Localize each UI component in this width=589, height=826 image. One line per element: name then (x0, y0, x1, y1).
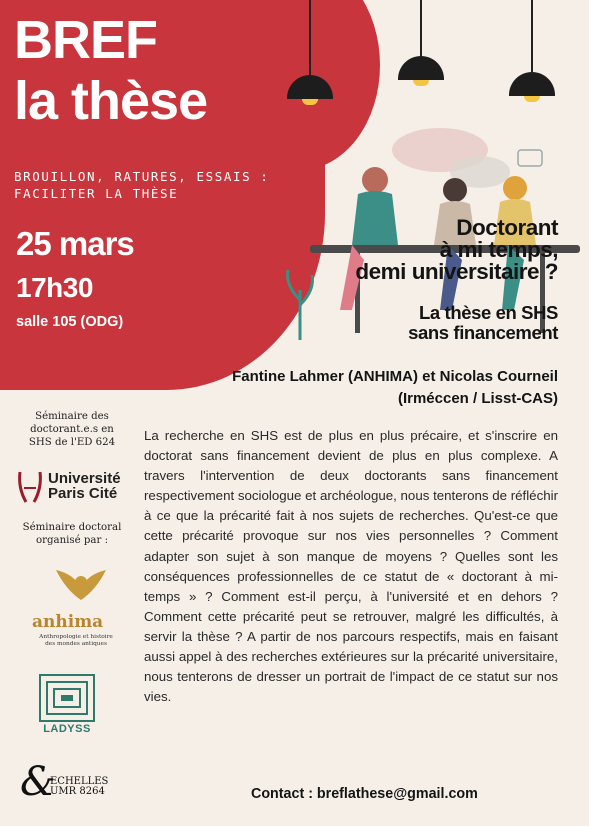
anhima-caption-line: Anthropologie et histoire (39, 634, 113, 640)
organized-text (12, 521, 132, 547)
anhima-emblem-icon (46, 560, 116, 608)
university-name-line: Paris Cité (48, 485, 118, 502)
talk-title-line: demi universitaire ? (355, 259, 558, 284)
anhima-caption (26, 634, 126, 648)
poster-title-line2: la thèse (14, 71, 208, 131)
talk-subtitle-line: sans financement (408, 322, 558, 343)
poster-title-line1: BREF (14, 10, 157, 70)
university-emblem-icon (16, 470, 44, 504)
subtitle-line: BROUILLON, RATURES, ESSAIS : (14, 169, 270, 184)
talk-title (355, 217, 558, 283)
universite-paris-cite-logo (16, 470, 136, 506)
seminar-text (12, 410, 132, 449)
subtitle-line: FACILITER LA THÈSE (14, 186, 179, 201)
speakers (128, 366, 558, 410)
event-date: 25 mars (16, 225, 134, 262)
seminar-text-line: SHS de l'ED 624 (28, 437, 116, 448)
anhima-caption-line: des mondes antiques (45, 641, 107, 647)
university-name-line: Université (48, 470, 121, 487)
ladyss-name: LADYSS (43, 723, 91, 735)
ampersand-icon: & (20, 759, 56, 805)
talk-title-line: à mi temps, (439, 237, 558, 262)
event-time: 17h30 (16, 272, 93, 303)
poster-subtitle (14, 168, 324, 202)
seminar-text-line: Séminaire des (35, 411, 109, 422)
talk-title-line: Doctorant (456, 215, 558, 240)
contact-email: Contact : breflathese@gmail.com (251, 786, 478, 802)
echelles-code: UMR 8264 (50, 786, 105, 797)
speakers-line: Fantine Lahmer (ANHIMA) et Nicolas Courneil (232, 368, 558, 385)
speakers-line: (Irméccen / Lisst-CAS) (397, 390, 558, 407)
anhima-logo (26, 560, 126, 660)
echelles-name: ECHELLES (50, 776, 109, 787)
talk-subtitle (408, 303, 558, 343)
echelles-logo (20, 759, 130, 805)
organized-text-line: organisé par : (35, 535, 109, 546)
organized-text-line: Séminaire doctoral (22, 522, 122, 533)
event-room: salle 105 (ODG) (16, 314, 124, 330)
talk-subtitle-line: La thèse en SHS (419, 302, 558, 323)
seminar-text-line: doctorant.e.s en (30, 424, 114, 435)
ladyss-logo (39, 674, 95, 738)
university-name (48, 471, 121, 501)
anhima-name: anhima (32, 612, 104, 632)
ladyss-maze-icon (39, 674, 95, 722)
description-paragraph: La recherche en SHS est de plus en plus précaire, et s'inscrire en doctorat sans financement devient de plus en plus complexe. A travers l'intervention de deux doctorants sans financement respectivement sociologue et archéologue, nous tenterons de réfléchir à ce que la précarité fait à nos sujets de recherches. Qu'est-ce que cette précarité provoque sur nos vies personnelles ? Comment adapter son sujet à son manque de moyens ? Quelles sont les conséquences professionnelles de ce statut de « doctorant à mi-temps » ? Comment est-il perçu, à l'université et en dehors ? Comment cette précarité peut se retrouver, malgré les difficultés, à servir la thèse ? A partir de nos parcours respectifs, mais en faisant aussi appel à des recherches extérieures sur la précarité universitaire, nous tenterons de dresser un portrait de l'impact de ce statut sur nos vies. (144, 428, 558, 705)
echelles-text (50, 777, 108, 797)
